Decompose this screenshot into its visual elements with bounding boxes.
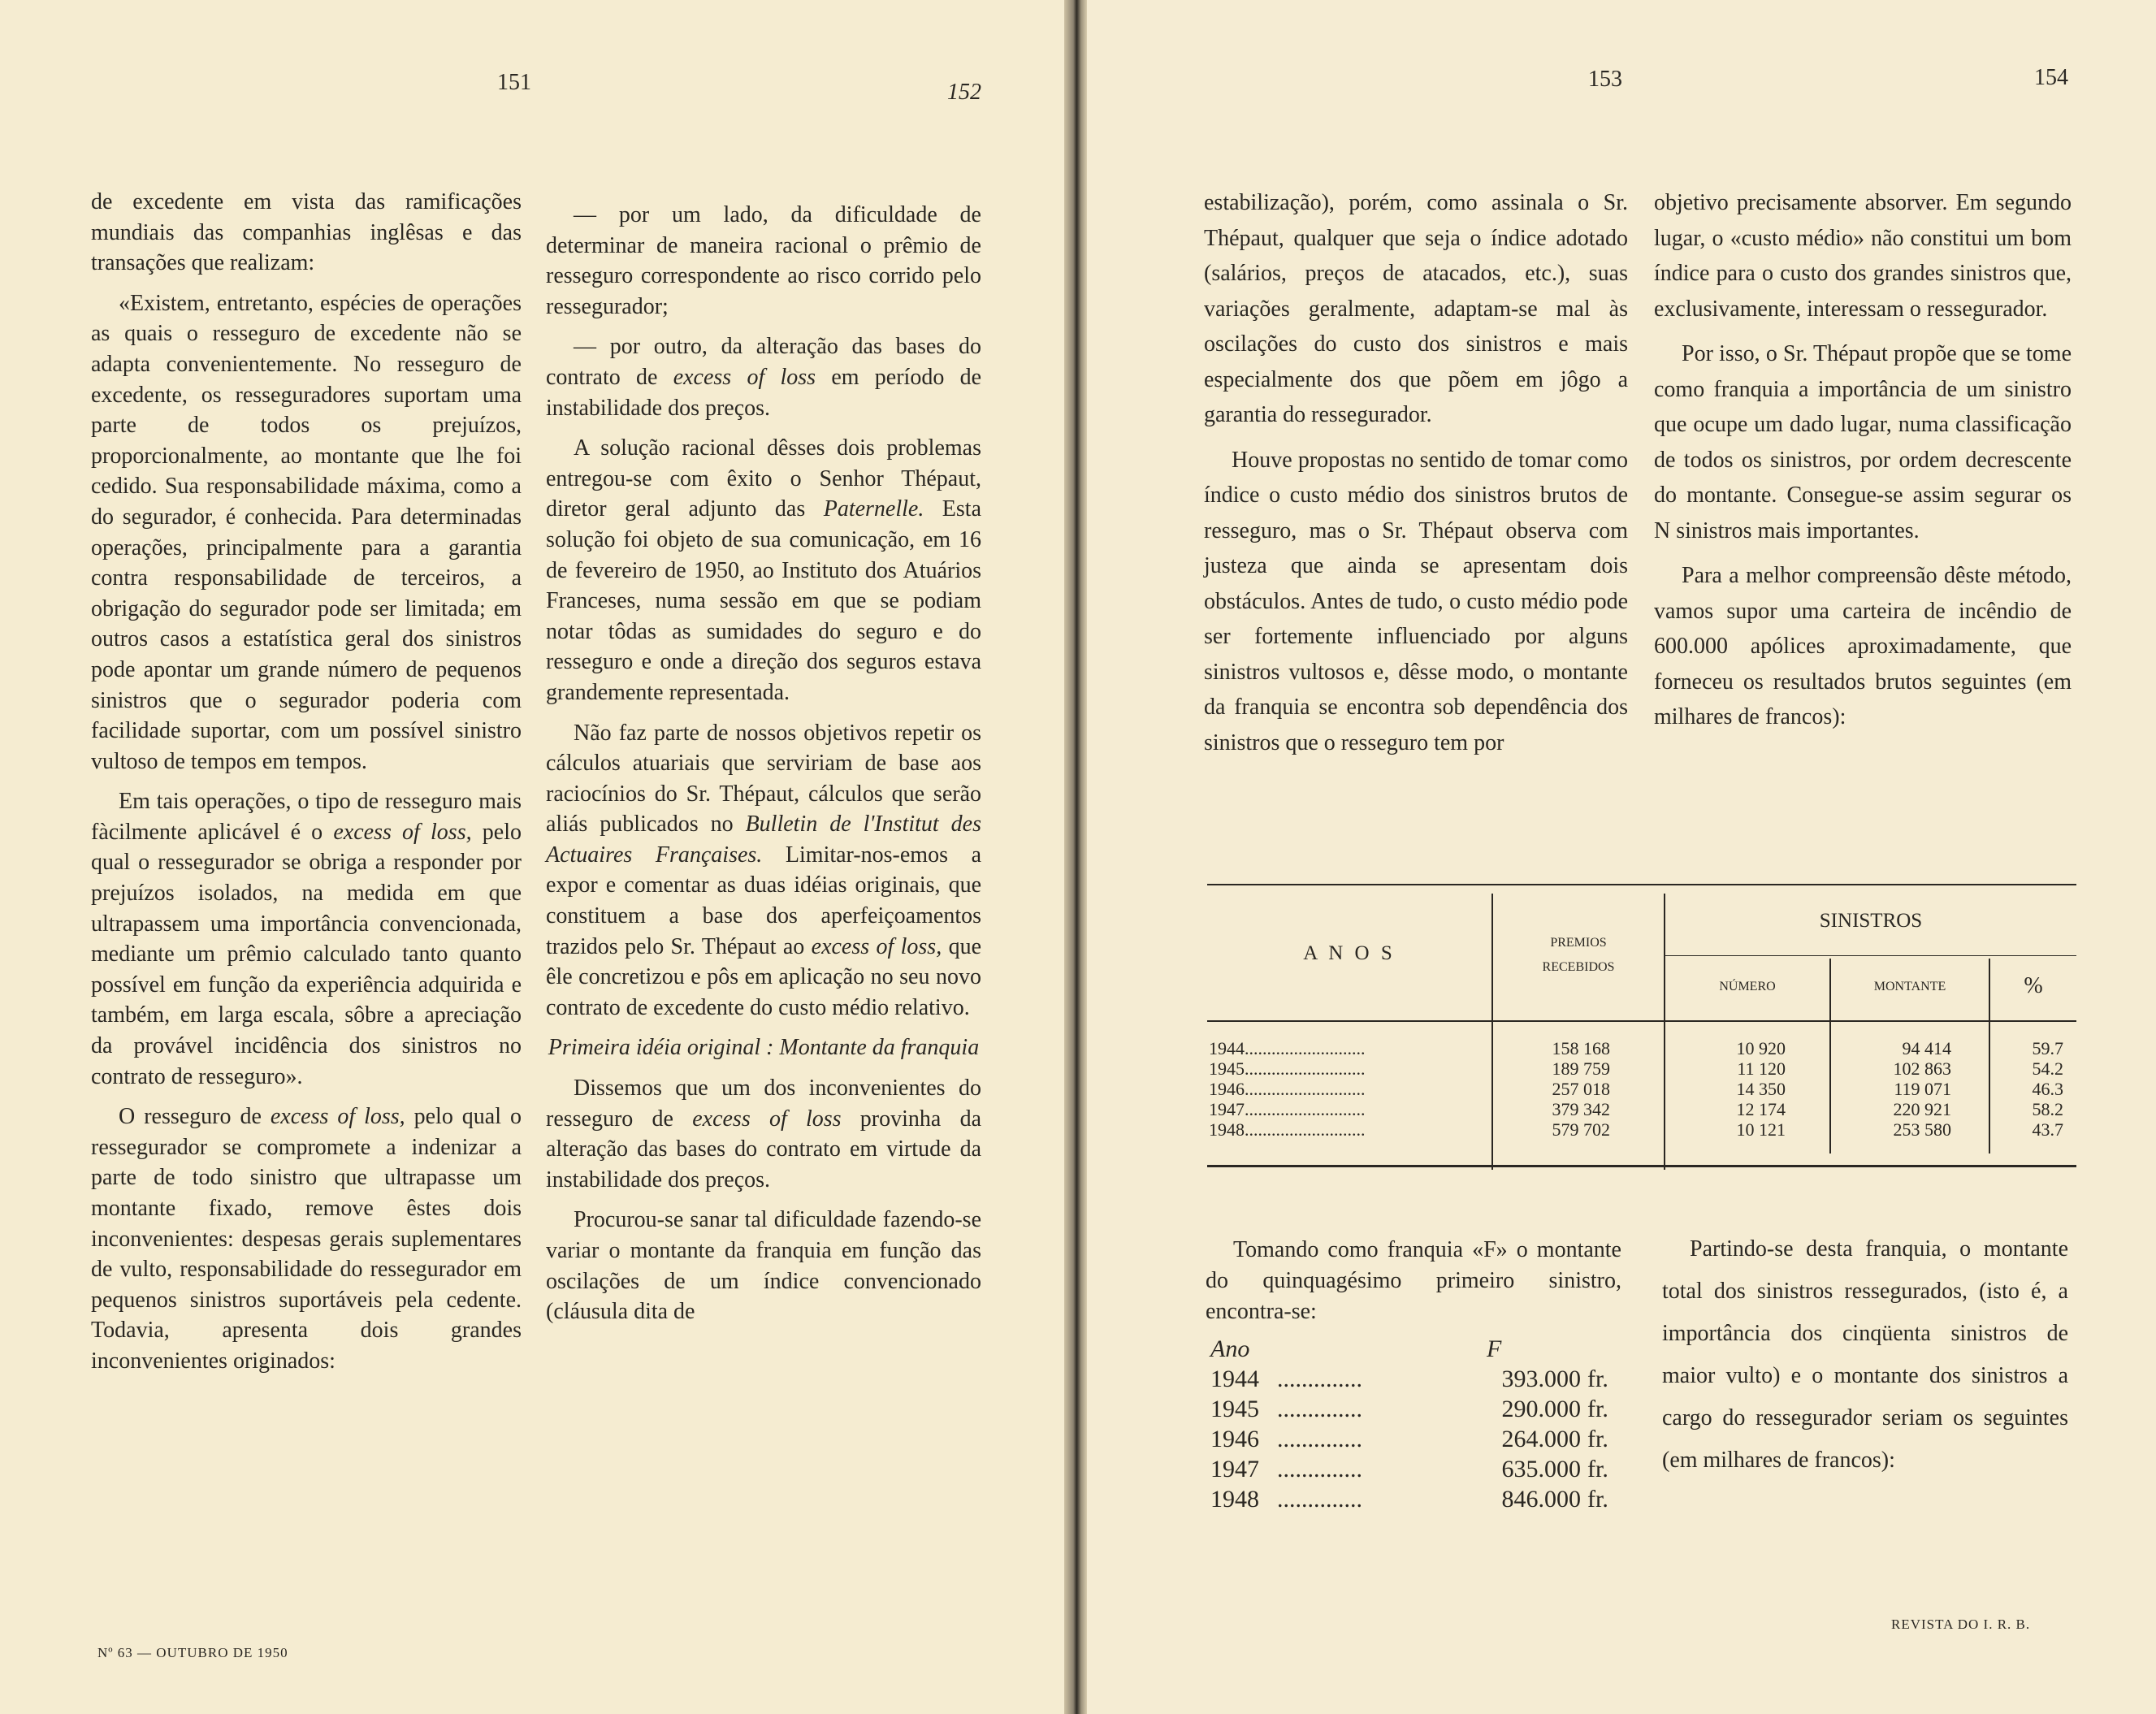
paragraph: objetivo precisamente absorver. Em segundo lugar, o «custo médio» não constitui um bom índice para o custo dos grandes sinistros que, exclusivamente, interessam o ressegurador. bbox=[1654, 190, 2072, 322]
cell: 59.7 bbox=[2032, 1038, 2063, 1058]
header-sinistros: SINISTROS bbox=[1819, 910, 1923, 932]
cell: 189 759 bbox=[1552, 1058, 1610, 1079]
cell: 11 120 bbox=[1737, 1058, 1786, 1079]
franchise-row: 1946 .............. 264.000 fr. bbox=[1210, 1426, 1608, 1452]
section-subtitle: Primeira idéia original : Montante da franquia bbox=[548, 1035, 980, 1061]
paragraph: Partindo-se desta franquia, o montante total dos sinistros ressegurados, (isto é, a importância dos cinqüenta sinistros de maior vulto) e o montante dos sinistros a cargo do ressegurador seriam os seguintes (em milhares de francos): bbox=[1662, 1236, 2068, 1473]
cell: 379 342 bbox=[1552, 1099, 1610, 1119]
header-f: F bbox=[1487, 1335, 1502, 1362]
paragraph: Houve propostas no sentido de tomar como índice o custo médio dos sinistros brutos de resseguro, mas o Sr. Thépaut observa com justeza que ainda se apresentam dois obstáculos. Antes de tudo, o custo médio pode ser fortemente influenciado por alguns sinistros vultosos e, dêsse modo, o montante da franquia se encontra sob dependência dos sinistros que o resseguro tem por bbox=[1204, 447, 1628, 755]
paragraph: — por outro, da alteração das bases do contrato de excess of loss em período de instabilidade dos preços. bbox=[546, 334, 981, 421]
franchise-table bbox=[1210, 1334, 1633, 1514]
page-number-153: 153 bbox=[1588, 67, 1622, 92]
cell: 46.3 bbox=[2032, 1079, 2063, 1099]
cell: 43.7 bbox=[2032, 1119, 2063, 1140]
franchise-row: 1947 .............. 635.000 fr. bbox=[1210, 1456, 1608, 1482]
paragraph: O resseguro de excess of loss, pelo qual o ressegurador se compromete a indenizar a parte de todo sinistro que ultrapasse um montante fixado, remove êstes dois inconvenientes: despesas gerais suplementares de vulto, responsabilidade do ressegurador em pequenos sinistros suportáveis pela cedente. Todavia, apresenta dois grandes inconvenientes originados: bbox=[91, 1104, 522, 1374]
page-number-151: 151 bbox=[497, 70, 531, 95]
paragraph: Para a melhor compreensão dêste método, vamos supor uma carteira de incêndio de 600.000 apólices aproximadamente, que forneceu os resultados brutos seguintes (em milhares de francos): bbox=[1654, 563, 2072, 729]
header-percent: % bbox=[2024, 973, 2043, 998]
paragraph: estabilização), porém, como assinala o Sr. Thépaut, qualquer que seja o índice adotado (salários, preços de atacados, etc.), suas variações geralmente, adaptam-se mal às oscilações do custo dos sinistros e mais especialmente dos que põem em jôgo a garantia do ressegurador. bbox=[1204, 190, 1628, 427]
left-page bbox=[0, 0, 1064, 1714]
column-152 bbox=[546, 200, 981, 1337]
table-row: 1944........................... bbox=[1209, 1038, 1366, 1058]
cell: 257 018 bbox=[1552, 1079, 1610, 1099]
franchise-row: 1945 .............. 290.000 fr. bbox=[1210, 1396, 1608, 1422]
column-151 bbox=[91, 187, 522, 1387]
table-row: 1947........................... bbox=[1209, 1099, 1366, 1119]
cell: 102 863 bbox=[1893, 1058, 1951, 1079]
table-row: 1945........................... bbox=[1209, 1058, 1366, 1079]
cell: 579 702 bbox=[1552, 1119, 1610, 1140]
table-row: 1948........................... bbox=[1209, 1119, 1366, 1140]
percent-column bbox=[2005, 1038, 2063, 1140]
cell: 158 168 bbox=[1552, 1038, 1610, 1058]
column-153 bbox=[1204, 185, 1628, 770]
header-premios: PREMIOS bbox=[1550, 936, 1607, 950]
cell: 94 414 bbox=[1902, 1038, 1951, 1058]
paragraph: «Existem, entretanto, espécies de operações as quais o resseguro de excedente não se adapta convenientemente. No resseguro de excedente, os resseguradores suportam uma parte de todos os prejuízos, proporcionalmente, ao montante que lhe foi cedido. Sua responsabilidade máxima, como a do segurador, é conhecida. Para determinadas operações, principalmente para a garantia contra responsabilidade de terceiros, a obrigação do segurador pode ser limitada; em outros casos a estatística geral dos sinistros pode apontar um grande número de pequenos sinistros que o segurador poderia com facilidade suportar, com um possível sinistro vultoso de tempos em tempos. bbox=[91, 290, 522, 774]
page-number-154: 154 bbox=[2034, 65, 2068, 90]
footer-issue: Nº 63 — OUTUBRO DE 1950 bbox=[97, 1645, 288, 1660]
paragraph: A solução racional dêsses dois problemas entregou-se com êxito o Senhor Thépaut, diretor geral adjunto das Paternelle. Esta solução foi objeto de sua comunicação, em 16 de fevereiro de 1950, ao Instituto dos Atuários Franceses, numa sessão em que se podiam notar tôdas as sumidades do seguro e do resseguro e onde a direção dos seguros estava grandemente representada. bbox=[546, 435, 982, 705]
franchise-row: 1944 .............. 393.000 fr. bbox=[1210, 1366, 1608, 1392]
table-divider bbox=[1491, 894, 1493, 1170]
cell: 220 921 bbox=[1893, 1099, 1951, 1119]
paragraph: Tomando como franquia «F» o montante do quinquagésimo primeiro sinistro, encontra-se: bbox=[1206, 1237, 1621, 1324]
table-bottom-rule bbox=[1207, 1165, 2076, 1167]
premios-column bbox=[1526, 1038, 1610, 1140]
book-gutter bbox=[1064, 0, 1087, 1714]
paragraph: Dissemos que um dos inconvenientes do resseguro de excess of loss provinha da alteração das bases do contrato em virtude da instabilidade dos preços. bbox=[546, 1076, 982, 1192]
column-154 bbox=[1654, 185, 2072, 745]
montante-column bbox=[1867, 1038, 1951, 1140]
paragraph: Em tais operações, o tipo de resseguro mais fàcilmente aplicável é o excess of loss, pelo qual o ressegurador se obriga a responder por prejuízos isolados, na medida em que ultrapassem uma importância convencionada, mediante um prêmio calculado tanto quanto possível em função da experiência adquirida e também, em larga escala, sôbre a apreciação da provável incidência dos sinistros no contrato de resseguro». bbox=[91, 789, 522, 1089]
column-153-lower bbox=[1206, 1235, 1621, 1337]
cell: 58.2 bbox=[2032, 1099, 2063, 1119]
paragraph: de excedente em vista das ramificações mundiais das companhias inglêsas e das transações que realizam: bbox=[91, 189, 522, 276]
table-row: 1946........................... bbox=[1209, 1079, 1366, 1099]
numero-column bbox=[1704, 1038, 1786, 1140]
cell: 253 580 bbox=[1893, 1119, 1951, 1140]
franchise-row: 1948 .............. 846.000 fr. bbox=[1210, 1486, 1608, 1513]
paragraph: Não faz parte de nossos objetivos repetir os cálculos atuariais que serviriam de base aos raciocínios do Sr. Thépaut, cálculos que serão aliás publicados no Bulletin de l'Institut des Actuaires Françaises. Limitar-nos-emos a expor e comentar as duas idéias originais, que constituem a base dos aperfeiçoamentos trazidos pelo Sr. Thépaut ao excess of loss, que êle concretizou e pôs em aplicação no seu novo contrato de excedente do custo médio relativo. bbox=[546, 720, 982, 1020]
right-page bbox=[1087, 0, 2156, 1714]
header-ano: Ano bbox=[1210, 1335, 1250, 1362]
cell: 14 350 bbox=[1736, 1079, 1786, 1099]
header-numero: NÚMERO bbox=[1719, 980, 1776, 993]
paragraph: Por isso, o Sr. Thépaut propõe que se tome como franquia a importância de um sinistro que ocupe um dado lugar, numa classificação de todos os sinistros, por ordem decrescente do montante. Consegue-se assim segurar os N sinistros mais importantes. bbox=[1654, 341, 2072, 543]
paragraph: Procurou-se sanar tal dificuldade fazendo-se variar o montante da franquia em função das oscilações de um índice convencionado (cláusula dita de bbox=[546, 1207, 981, 1325]
year-column bbox=[1209, 1038, 1485, 1140]
cell: 119 071 bbox=[1894, 1079, 1951, 1099]
cell: 54.2 bbox=[2032, 1058, 2063, 1079]
paragraph: — por um lado, da dificuldade de determinar de maneira racional o prêmio de resseguro correspondente ao risco corrido pelo ressegurador; bbox=[546, 202, 981, 319]
page-number-152: 152 bbox=[947, 80, 981, 105]
table-top-rule bbox=[1207, 884, 2076, 885]
cell: 10 920 bbox=[1736, 1038, 1786, 1058]
table-divider bbox=[1664, 894, 1665, 1170]
table-subheader-rule bbox=[1665, 955, 2076, 956]
cell: 10 121 bbox=[1736, 1119, 1786, 1140]
franchise-header bbox=[1210, 1334, 1633, 1364]
header-anos: A N O S bbox=[1303, 942, 1396, 964]
column-154-lower bbox=[1662, 1228, 2068, 1491]
cell: 12 174 bbox=[1736, 1099, 1786, 1119]
footer-journal: REVISTA DO I. R. B. bbox=[1891, 1617, 2031, 1632]
header-montante: MONTANTE bbox=[1873, 980, 1946, 993]
table-header-rule bbox=[1207, 1020, 2076, 1022]
header-recebidos: RECEBIDOS bbox=[1542, 960, 1615, 974]
